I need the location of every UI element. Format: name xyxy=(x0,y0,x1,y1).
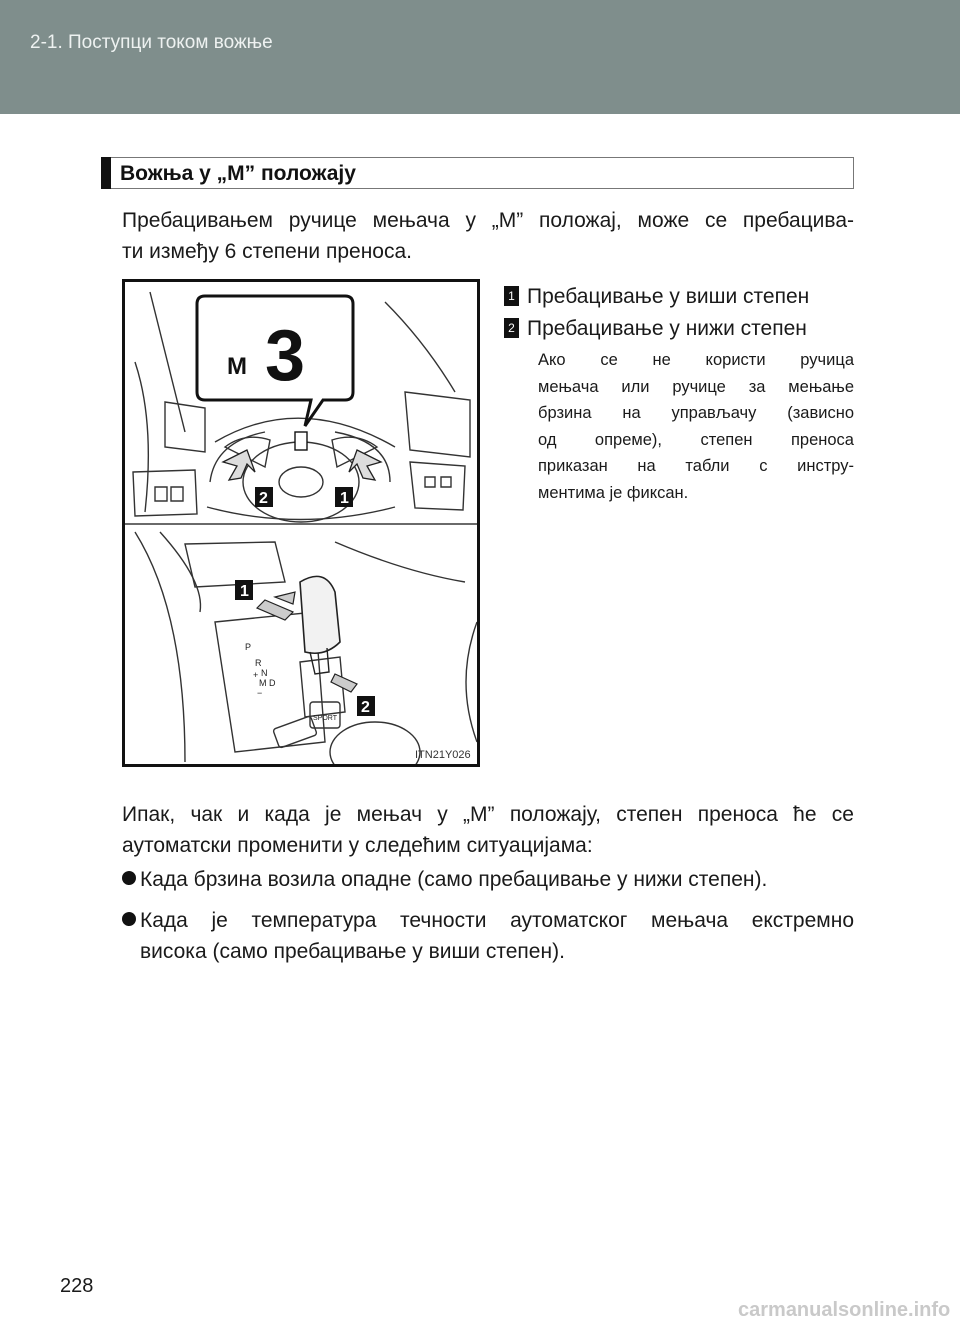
note-line: брзина на управљачу (зависно xyxy=(538,404,854,422)
gate-letter: N xyxy=(261,668,268,678)
bullet-dot-icon xyxy=(122,912,136,926)
bullet-dot-icon xyxy=(122,871,136,885)
gate-letter: M xyxy=(259,678,267,688)
section-heading xyxy=(101,157,854,189)
gate-letter: D xyxy=(269,678,276,688)
figure-label-1: 1 xyxy=(340,490,349,507)
gate-letter: + xyxy=(253,670,259,680)
section-marker xyxy=(101,157,111,189)
bullet-1-text: Када брзина возила опадне (само пребацивање у нижи степен). xyxy=(140,868,768,891)
bullet-item-1 xyxy=(122,864,767,895)
arrow-icon xyxy=(349,450,381,480)
figure-label-1-lower: 1 xyxy=(240,583,249,600)
gear-indicator-letter: M xyxy=(227,353,247,380)
watermark: carmanualsonline.info xyxy=(738,1299,951,1321)
bullet-2-line-2: висока (само пребацивање у виши степен). xyxy=(140,940,565,963)
page-header xyxy=(0,0,960,114)
figure-label-2-lower: 2 xyxy=(361,699,370,716)
note-line: Ако се не користи ручица xyxy=(538,351,854,369)
arrow-icon xyxy=(331,674,357,692)
fixed-gear-note xyxy=(538,347,854,506)
callout-2-number: 2 xyxy=(504,318,519,338)
intro-line-2: ти између 6 степени преноса. xyxy=(122,240,412,263)
page-number: 228 xyxy=(60,1275,94,1297)
intro-line-1: Пребацивањем ручице мењача у „M” положај, може се пребацива- xyxy=(122,209,854,232)
gear-indicator-digit: 3 xyxy=(265,316,306,396)
figure-code: ITN21Y026 xyxy=(415,749,471,761)
figure-label-2: 2 xyxy=(259,490,268,507)
bullet-2-line-1: Када је температура течности аутоматског мењача екстремно xyxy=(140,909,854,932)
callout-1-number: 1 xyxy=(504,286,519,306)
arrow-icon xyxy=(223,450,255,480)
note-line: ментима је фиксан. xyxy=(538,483,689,502)
callout-1 xyxy=(504,281,809,312)
note-line: мењача или ручице за мењање xyxy=(538,377,854,396)
gate-letter: R xyxy=(255,658,262,668)
gate-letter: P xyxy=(245,642,252,652)
callout-1-text: Пребацивање у виши степен xyxy=(527,285,810,308)
chapter-title: 2-1. Поступци током вожње xyxy=(30,32,273,53)
illustration-drawing xyxy=(125,282,477,764)
callout-2 xyxy=(504,313,807,344)
note-line: приказан на табли с инстру- xyxy=(538,457,854,475)
gate-letter: − xyxy=(257,688,263,698)
section-title: Вожња у „M” положају xyxy=(120,162,356,185)
after-line-2: аутоматски променити у следећим ситуацијама: xyxy=(122,834,593,857)
note-line: од опреме), степен преноса xyxy=(538,430,854,449)
sport-button-label: SPORT xyxy=(313,715,337,722)
callout-2-text: Пребацивање у нижи степен xyxy=(527,317,807,340)
after-line-1: Ипак, чак и када је мењач у „M” положају, степен преноса ће се xyxy=(122,803,854,826)
shift-illustration xyxy=(122,279,480,767)
bullet-item-2 xyxy=(122,905,854,936)
